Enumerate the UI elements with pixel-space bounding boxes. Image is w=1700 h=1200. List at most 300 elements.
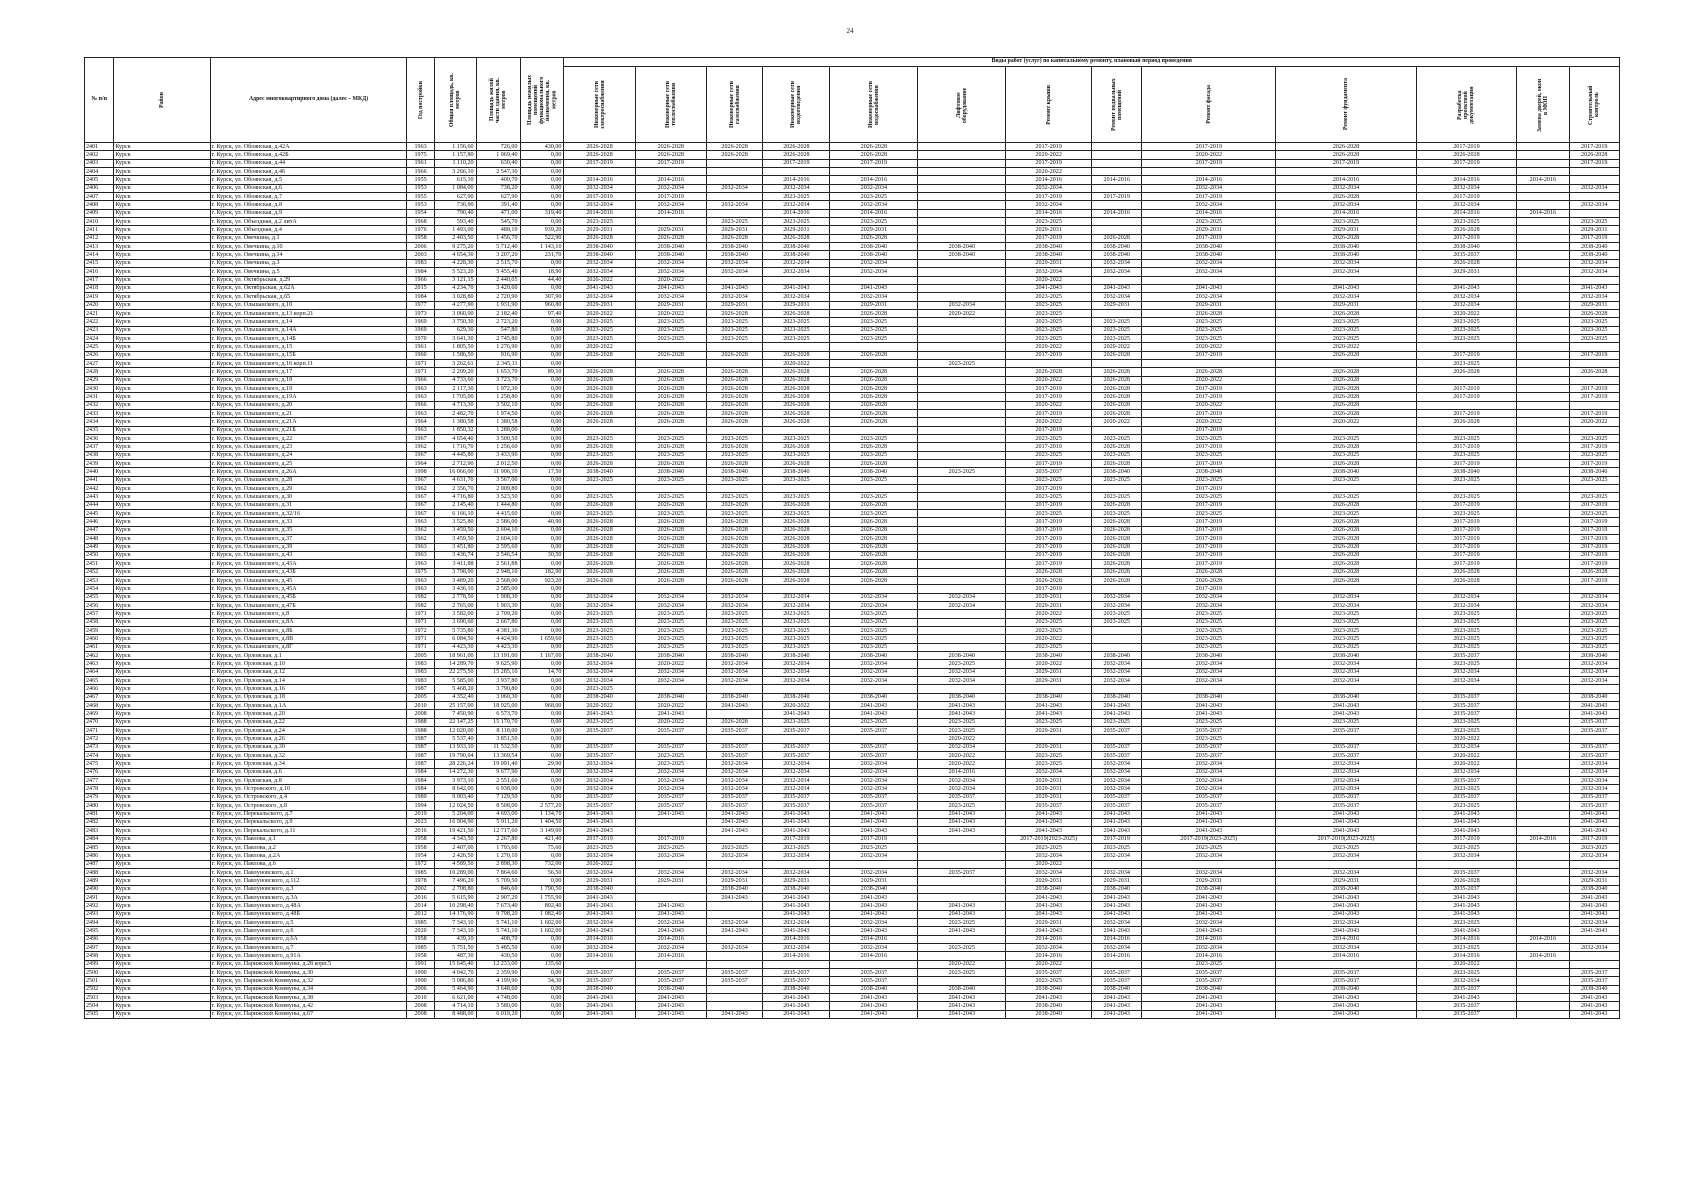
- table-cell: 2026-2028: [830, 443, 918, 451]
- table-cell: Курск: [114, 234, 210, 242]
- table-cell: 2023-2025: [1142, 318, 1276, 326]
- table-cell: [918, 184, 1006, 192]
- table-cell: 2041-2043: [1006, 893, 1092, 901]
- table-cell: [1517, 334, 1569, 342]
- table-cell: 12 717,60: [476, 827, 520, 835]
- table-cell: 2490: [85, 885, 114, 893]
- table-cell: 2023-2025: [564, 326, 635, 334]
- table-cell: 2017-2019: [564, 159, 635, 167]
- table-cell: 2026-2028: [1092, 560, 1142, 568]
- table-cell: 2032-2034: [564, 293, 635, 301]
- table-cell: 0,00: [520, 343, 564, 351]
- table-cell: 2041-2043: [1092, 1010, 1142, 1018]
- table-cell: [564, 485, 635, 493]
- table-cell: 2017-2019: [564, 193, 635, 201]
- table-cell: 2041-2043: [706, 284, 763, 292]
- table-cell: 2014-2016: [830, 952, 918, 960]
- table-cell: 2035-2037: [1569, 969, 1619, 977]
- table-cell: г. Курск, ул. Обоянская, д.44: [210, 159, 407, 167]
- table-cell: 1969: [407, 318, 434, 326]
- table-cell: г. Курск, ул. Парижской Коммуны, д.42: [210, 1002, 407, 1010]
- table-cell: 0,00: [520, 435, 564, 443]
- table-cell: 0,00: [520, 727, 564, 735]
- table-cell: 25 157,00: [434, 702, 476, 710]
- table-cell: Курск: [114, 768, 210, 776]
- table-cell: 2032-2034: [706, 593, 763, 601]
- table-cell: 2041-2043: [830, 702, 918, 710]
- table-cell: 2023-2025: [830, 635, 918, 643]
- table-cell: 4 631,70: [434, 476, 476, 484]
- table-cell: 2032-2034: [830, 601, 918, 609]
- table-cell: [918, 443, 1006, 451]
- table-cell: 2026-2028: [706, 401, 763, 409]
- table-cell: [918, 343, 1006, 351]
- table-cell: [918, 893, 1006, 901]
- table-cell: 2032-2034: [635, 677, 706, 685]
- table-cell: Курск: [114, 668, 210, 676]
- table-cell: 0,00: [520, 184, 564, 192]
- table-cell: 2023-2025: [1569, 218, 1619, 226]
- table-cell: 2023-2025: [706, 635, 763, 643]
- table-cell: Курск: [114, 393, 210, 401]
- table-cell: [918, 476, 1006, 484]
- table-cell: 6 084,50: [434, 635, 476, 643]
- table-cell: [918, 568, 1006, 576]
- table-cell: 2026-2028: [830, 401, 918, 409]
- table-cell: Курск: [114, 309, 210, 317]
- table-cell: 2023-2025: [1006, 618, 1092, 626]
- table-cell: [918, 318, 1006, 326]
- table-cell: Курск: [114, 468, 210, 476]
- table-cell: 0,00: [520, 476, 564, 484]
- table-cell: [830, 685, 918, 693]
- table-cell: [918, 535, 1006, 543]
- table-cell: г. Курск, ул. Орловская, д.1: [210, 651, 407, 659]
- table-cell: 2032-2034: [1092, 852, 1142, 860]
- table-cell: 2038-2040: [1006, 885, 1092, 893]
- table-cell: 2041-2043: [1276, 1002, 1416, 1010]
- table-cell: [763, 735, 830, 743]
- table-row: [85, 802, 1620, 810]
- table-cell: 1 716,70: [434, 443, 476, 451]
- table-cell: 2023-2025: [1416, 802, 1517, 810]
- table-cell: 2032-2034: [830, 660, 918, 668]
- table-cell: 2032-2034: [1142, 677, 1276, 685]
- table-cell: 2035-2037: [1092, 752, 1142, 760]
- table-cell: 2012: [407, 910, 434, 918]
- table-cell: г. Курск, ул. Орловская, д.10: [210, 660, 407, 668]
- table-cell: 2429: [85, 376, 114, 384]
- table-cell: [1517, 718, 1569, 726]
- table-cell: 6 573,70: [476, 710, 520, 718]
- table-cell: 2041-2043: [635, 927, 706, 935]
- table-cell: 2023-2025: [763, 318, 830, 326]
- table-cell: 2035-2037: [1416, 985, 1517, 993]
- table-row: [85, 159, 1620, 167]
- table-cell: 2041-2043: [1569, 893, 1619, 901]
- table-cell: 1 790,50: [520, 885, 564, 893]
- table-cell: 2035-2037: [1569, 977, 1619, 985]
- table-cell: 2041-2043: [564, 710, 635, 718]
- table-cell: Курск: [114, 735, 210, 743]
- table-cell: 75,60: [520, 843, 564, 851]
- table-cell: 2017-2019: [1569, 526, 1619, 534]
- table-cell: 2020-2022: [1142, 376, 1276, 384]
- table-cell: [1142, 168, 1276, 176]
- table-row: [85, 359, 1620, 367]
- table-cell: 2026-2028: [1006, 368, 1092, 376]
- table-cell: 2041-2043: [1569, 927, 1619, 935]
- table-cell: 1 404,50: [520, 818, 564, 826]
- table-cell: 1972: [407, 626, 434, 634]
- table-cell: 2420: [85, 301, 114, 309]
- table-cell: 6 621,00: [434, 994, 476, 1002]
- table-cell: 0,00: [520, 560, 564, 568]
- table-cell: [1276, 735, 1416, 743]
- table-cell: 0,00: [520, 718, 564, 726]
- table-cell: 2023-2025: [564, 476, 635, 484]
- table-cell: 2038-2040: [1006, 693, 1092, 701]
- table-cell: г. Курск, ул. Ольшанского, д.25: [210, 460, 407, 468]
- table-cell: 2041-2043: [918, 994, 1006, 1002]
- table-cell: 2023-2025: [1569, 635, 1619, 643]
- table-cell: 1966: [407, 276, 434, 284]
- table-cell: 2017-2019: [1416, 518, 1517, 526]
- table-cell: 2041-2043: [564, 1010, 635, 1018]
- table-cell: г. Курск, ул. Ольшанского, д.32/16: [210, 510, 407, 518]
- table-row: [85, 368, 1620, 376]
- table-cell: 2026-2028: [1416, 259, 1517, 267]
- table-cell: 0,00: [520, 351, 564, 359]
- table-cell: 2017-2019: [1006, 543, 1092, 551]
- table-cell: 0,00: [520, 994, 564, 1002]
- table-cell: 1984: [407, 293, 434, 301]
- table-cell: 2432: [85, 401, 114, 409]
- table-cell: 2483: [85, 827, 114, 835]
- table-cell: 2041-2043: [1092, 827, 1142, 835]
- table-cell: Курск: [114, 651, 210, 659]
- table-cell: Курск: [114, 677, 210, 685]
- table-cell: 2032-2034: [830, 268, 918, 276]
- table-cell: 2 440,05: [476, 276, 520, 284]
- table-cell: 2041-2043: [635, 902, 706, 910]
- table-cell: 2032-2034: [763, 768, 830, 776]
- table-cell: [918, 176, 1006, 184]
- table-cell: 13 933,10: [434, 743, 476, 751]
- table-cell: 2032-2034: [918, 785, 1006, 793]
- table-cell: 2029-2031: [1006, 918, 1092, 926]
- table-cell: 2023-2025: [706, 326, 763, 334]
- table-cell: 2026-2028: [830, 518, 918, 526]
- table-cell: 2032-2034: [918, 593, 1006, 601]
- table-cell: Курск: [114, 268, 210, 276]
- table-cell: г. Курск, ул. Обоянская, д.42А: [210, 143, 407, 151]
- table-cell: 2041-2043: [564, 284, 635, 292]
- table-cell: 0,00: [520, 326, 564, 334]
- table-cell: 2041-2043: [1006, 910, 1092, 918]
- table-cell: 2035-2037: [635, 802, 706, 810]
- table-cell: 2038-2040: [1276, 985, 1416, 993]
- table-cell: 2035-2037: [1092, 969, 1142, 977]
- table-cell: 2041-2043: [918, 910, 1006, 918]
- table-cell: 182,90: [520, 568, 564, 576]
- table-cell: 2017-2019: [1142, 159, 1276, 167]
- table-cell: 2032-2034: [1569, 852, 1619, 860]
- table-cell: Курск: [114, 568, 210, 576]
- table-cell: г. Курск, ул. Ольшанского, д.10: [210, 301, 407, 309]
- table-cell: 2029-2031: [706, 301, 763, 309]
- table-cell: [1517, 893, 1569, 901]
- table-cell: 2032-2034: [564, 259, 635, 267]
- table-cell: 2014-2016: [1517, 209, 1569, 217]
- table-cell: 1 493,00: [434, 226, 476, 234]
- table-cell: 2 345,11: [476, 359, 520, 367]
- table-cell: 2014-2016: [1517, 952, 1569, 960]
- table-cell: 0,00: [520, 944, 564, 952]
- table-cell: [830, 735, 918, 743]
- table-cell: 1978: [407, 877, 434, 885]
- table-cell: 2032-2034: [1569, 184, 1619, 192]
- table-cell: 2023-2025: [1276, 451, 1416, 459]
- table-cell: 2023-2025: [635, 451, 706, 459]
- table-cell: 2023-2025: [1142, 476, 1276, 484]
- table-cell: [706, 176, 763, 184]
- table-cell: 2032-2034: [763, 259, 830, 267]
- table-cell: 2496: [85, 935, 114, 943]
- table-cell: [1517, 309, 1569, 317]
- table-cell: 2038-2040: [918, 693, 1006, 701]
- table-cell: 3 459,50: [434, 535, 476, 543]
- table-cell: 2026-2028: [635, 401, 706, 409]
- table-cell: 2041-2043: [1142, 927, 1276, 935]
- table-cell: г. Курск, ул. Ольшанского, д.21А: [210, 418, 407, 426]
- table-cell: [1569, 685, 1619, 693]
- table-cell: 2041-2043: [635, 994, 706, 1002]
- table-cell: 2023-2025: [1142, 843, 1276, 851]
- table-cell: 3 436,10: [434, 585, 476, 593]
- table-row: [85, 551, 1620, 559]
- table-cell: 2023-2025: [763, 493, 830, 501]
- table-cell: 2032-2034: [706, 268, 763, 276]
- table-cell: 2404: [85, 168, 114, 176]
- table-cell: 2026-2028: [635, 501, 706, 509]
- table-cell: Курск: [114, 426, 210, 434]
- table-cell: 11 906,10: [476, 468, 520, 476]
- table-cell: 2032-2034: [1276, 201, 1416, 209]
- table-cell: 2026-2028: [706, 518, 763, 526]
- table-cell: 2041-2043: [1276, 994, 1416, 1002]
- table-cell: 2038-2040: [706, 651, 763, 659]
- table-cell: 2032-2034: [830, 852, 918, 860]
- table-cell: 2026-2028: [1276, 376, 1416, 384]
- table-cell: 2 547,30: [476, 168, 520, 176]
- table-cell: [1092, 585, 1142, 593]
- table-cell: 1963: [407, 585, 434, 593]
- table-cell: [918, 510, 1006, 518]
- table-cell: 2023-2025: [1416, 626, 1517, 634]
- table-cell: [1517, 460, 1569, 468]
- table-cell: Курск: [114, 526, 210, 534]
- table-cell: 2416: [85, 268, 114, 276]
- table-cell: [1517, 426, 1569, 434]
- table-cell: 2026-2028: [830, 234, 918, 242]
- table-cell: 2023-2025: [635, 435, 706, 443]
- table-cell: 2032-2034: [706, 259, 763, 267]
- table-cell: 2041-2043: [564, 818, 635, 826]
- table-cell: 2032-2034: [763, 184, 830, 192]
- table-cell: [918, 451, 1006, 459]
- table-cell: [1276, 359, 1416, 367]
- table-cell: 1 931,90: [476, 301, 520, 309]
- table-cell: 2014-2016: [1416, 952, 1517, 960]
- table-cell: 2023-2025: [706, 476, 763, 484]
- table-cell: 2014-2016: [1416, 935, 1517, 943]
- table-cell: Курск: [114, 543, 210, 551]
- table-cell: 2038-2040: [1006, 243, 1092, 251]
- table-cell: 2032-2034: [706, 777, 763, 785]
- table-cell: 2032-2034: [635, 601, 706, 609]
- table-cell: 2023-2025: [763, 635, 830, 643]
- table-cell: 2029-2031: [1006, 226, 1092, 234]
- table-cell: 2026-2028: [1416, 418, 1517, 426]
- table-row: [85, 935, 1620, 943]
- table-cell: 2041-2043: [1276, 284, 1416, 292]
- table-cell: г. Курск, ул. Ольшанского, д.22: [210, 435, 407, 443]
- table-cell: 2017-2019: [1142, 518, 1276, 526]
- table-cell: 2008: [407, 1010, 434, 1018]
- table-cell: 430,00: [520, 143, 564, 151]
- table-cell: 2023-2025: [564, 493, 635, 501]
- table-cell: 2023-2025: [1142, 718, 1276, 726]
- table-cell: 2402: [85, 151, 114, 159]
- table-cell: 2023-2025: [1006, 626, 1092, 634]
- table-cell: 2032-2034: [918, 601, 1006, 609]
- table-cell: 2014-2016: [1092, 935, 1142, 943]
- table-cell: 2026-2028: [564, 393, 635, 401]
- table-cell: 2032-2034: [763, 293, 830, 301]
- table-cell: г. Курск, ул. Орловская, д.18: [210, 693, 407, 701]
- table-cell: [1517, 218, 1569, 226]
- table-cell: 2026-2028: [763, 568, 830, 576]
- table-cell: 2035-2037: [1006, 969, 1092, 977]
- table-cell: 2026-2028: [1276, 351, 1416, 359]
- table-cell: 3 489,20: [434, 576, 476, 584]
- table-cell: 2026-2028: [706, 501, 763, 509]
- table-cell: 2014-2016: [1006, 935, 1092, 943]
- table-cell: 2023-2025: [1006, 435, 1092, 443]
- table-cell: 2026-2028: [1569, 151, 1619, 159]
- table-cell: 2026-2028: [763, 576, 830, 584]
- table-cell: 2041-2043: [918, 818, 1006, 826]
- table-cell: 2017-2019: [1569, 384, 1619, 392]
- table-cell: 13 369,54: [476, 752, 520, 760]
- table-cell: 2020-2022: [1276, 343, 1416, 351]
- table-cell: 2038-2040: [1092, 651, 1142, 659]
- table-cell: 2014-2016: [564, 935, 635, 943]
- table-cell: 2017-2019: [1006, 460, 1092, 468]
- table-cell: [1517, 868, 1569, 876]
- table-cell: 2032-2034: [564, 660, 635, 668]
- table-cell: 2041-2043: [1142, 902, 1276, 910]
- table-cell: 2038-2040: [706, 243, 763, 251]
- table-cell: 2427: [85, 359, 114, 367]
- table-cell: 2032-2034: [1569, 760, 1619, 768]
- table-cell: 2041-2043: [1142, 818, 1276, 826]
- table-cell: 2450: [85, 551, 114, 559]
- table-cell: 2503: [85, 994, 114, 1002]
- table-cell: 2038-2040: [1569, 885, 1619, 893]
- table-row: [85, 518, 1620, 526]
- table-cell: [1569, 960, 1619, 968]
- table-cell: 5 537,40: [434, 735, 476, 743]
- table-cell: 7 343,10: [434, 918, 476, 926]
- table-cell: [1092, 635, 1142, 643]
- table-cell: 2017-2019: [635, 835, 706, 843]
- table-cell: 1976: [407, 226, 434, 234]
- table-cell: 2020-2022: [1006, 610, 1092, 618]
- table-cell: 732,00: [520, 860, 564, 868]
- table-cell: 2041-2043: [1006, 994, 1092, 1002]
- table-cell: 2032-2034: [1416, 677, 1517, 685]
- table-cell: 0,00: [520, 601, 564, 609]
- table-cell: 627,90: [476, 193, 520, 201]
- table-cell: [1517, 743, 1569, 751]
- table-cell: [1517, 151, 1569, 159]
- table-cell: 2014-2016: [1276, 952, 1416, 960]
- table-cell: [1517, 284, 1569, 292]
- table-row: [85, 768, 1620, 776]
- table-cell: 2023-2025: [1276, 218, 1416, 226]
- table-cell: 2023-2025: [1142, 735, 1276, 743]
- table-cell: [1569, 176, 1619, 184]
- table-cell: 2026-2028: [1006, 576, 1092, 584]
- table-cell: 2026-2028: [1276, 410, 1416, 418]
- table-cell: 2008: [407, 710, 434, 718]
- table-cell: 2041-2043: [1142, 827, 1276, 835]
- table-cell: г. Курск, ул. Ольшанского, д.43: [210, 551, 407, 559]
- table-cell: [1092, 626, 1142, 634]
- table-cell: 2020-2022: [1006, 168, 1092, 176]
- table-cell: 2026-2028: [564, 535, 635, 543]
- table-cell: 2023-2025: [830, 626, 918, 634]
- table-cell: 2401: [85, 143, 114, 151]
- table-cell: 2023-2025: [1416, 359, 1517, 367]
- table-cell: 2032-2034: [1092, 768, 1142, 776]
- table-cell: 2026-2028: [830, 460, 918, 468]
- table-cell: [918, 218, 1006, 226]
- table-row: [85, 585, 1620, 593]
- table-cell: [918, 334, 1006, 342]
- table-cell: 1985: [407, 868, 434, 876]
- table-cell: 1985: [407, 944, 434, 952]
- table-cell: 2032-2034: [1006, 852, 1092, 860]
- table-cell: 2026-2028: [1092, 410, 1142, 418]
- table-cell: 4 042,70: [434, 969, 476, 977]
- table-cell: 2032-2034: [1092, 785, 1142, 793]
- table-cell: 2023-2025: [706, 626, 763, 634]
- table-cell: [1092, 960, 1142, 968]
- table-cell: 2023-2025: [635, 476, 706, 484]
- table-cell: 2041-2043: [1006, 710, 1092, 718]
- table-cell: 2041-2043: [1142, 710, 1276, 718]
- table-cell: 2038-2040: [1092, 693, 1142, 701]
- table-cell: 1 084,00: [434, 184, 476, 192]
- table-cell: 2026-2028: [706, 543, 763, 551]
- table-cell: 4 693,00: [476, 810, 520, 818]
- table-cell: 2041-2043: [763, 1002, 830, 1010]
- table-cell: 2023-2025: [564, 218, 635, 226]
- table-cell: 2023-2025: [830, 334, 918, 342]
